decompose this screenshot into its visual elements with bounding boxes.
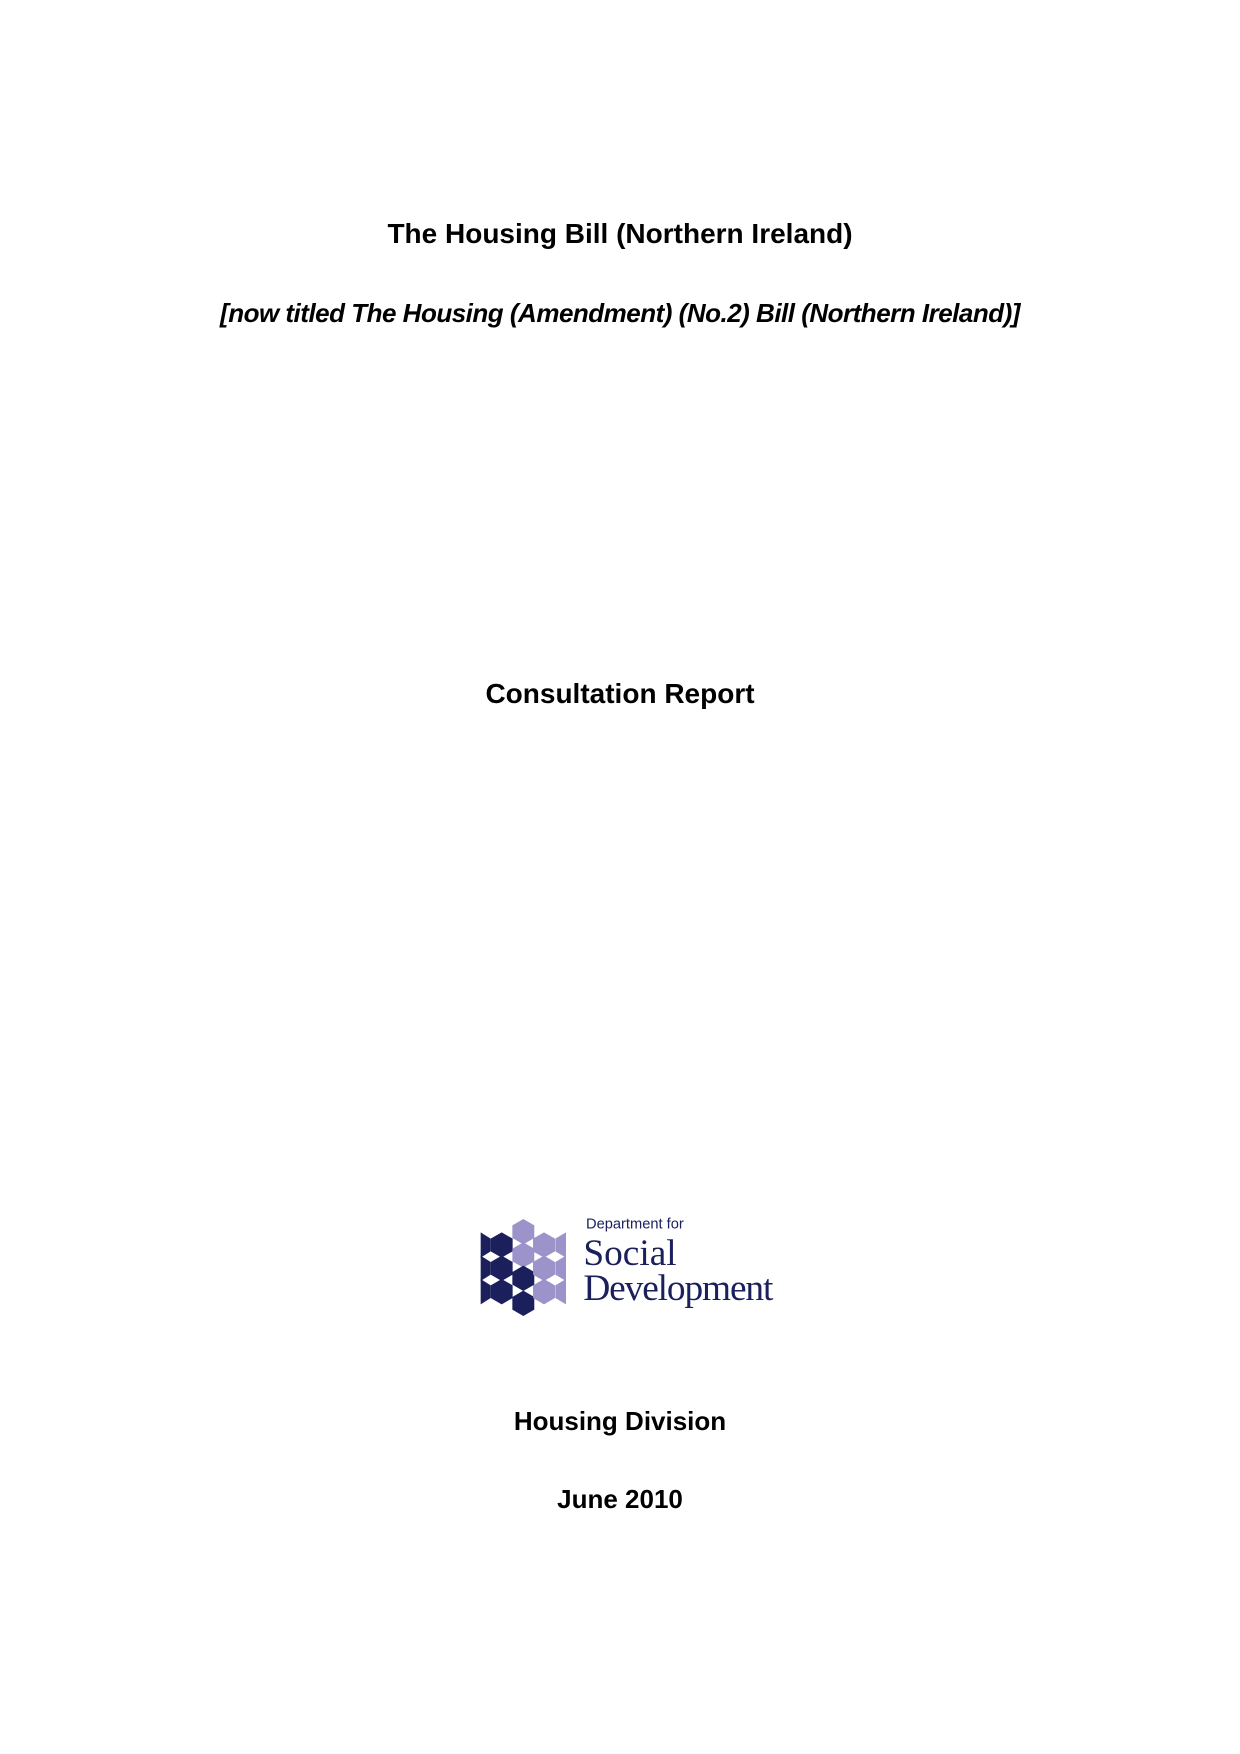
hexagon	[491, 1256, 513, 1281]
logo-development: Development	[583, 1268, 774, 1309]
hexagon	[512, 1219, 534, 1244]
hexagon	[512, 1291, 534, 1316]
logo-social: Social	[583, 1233, 677, 1274]
half-hexagon	[481, 1279, 491, 1304]
report-type: Consultation Report	[485, 678, 755, 709]
hexagon	[533, 1232, 555, 1257]
hexagon-emblem-icon	[481, 1219, 566, 1316]
division-name: Housing Division	[513, 1406, 727, 1436]
hexagon	[512, 1242, 534, 1267]
hexagon	[512, 1266, 534, 1291]
hexagon	[491, 1232, 513, 1257]
hexagon	[533, 1256, 555, 1281]
document-date: June 2010	[557, 1484, 683, 1514]
hexagon	[533, 1279, 555, 1304]
half-hexagon	[555, 1256, 566, 1281]
half-hexagon	[481, 1256, 491, 1281]
document-title: The Housing Bill (Northern Ireland)	[387, 218, 853, 249]
department-logo	[460, 1190, 800, 1340]
half-hexagon	[555, 1279, 566, 1304]
hexagon	[491, 1279, 513, 1304]
document-subtitle: [now titled The Housing (Amendment) (No.2) Bill (Northern Ireland)]	[220, 298, 1020, 328]
half-hexagon	[481, 1232, 491, 1257]
half-hexagon	[555, 1232, 566, 1257]
logo-department-for: Department for	[586, 1216, 684, 1233]
